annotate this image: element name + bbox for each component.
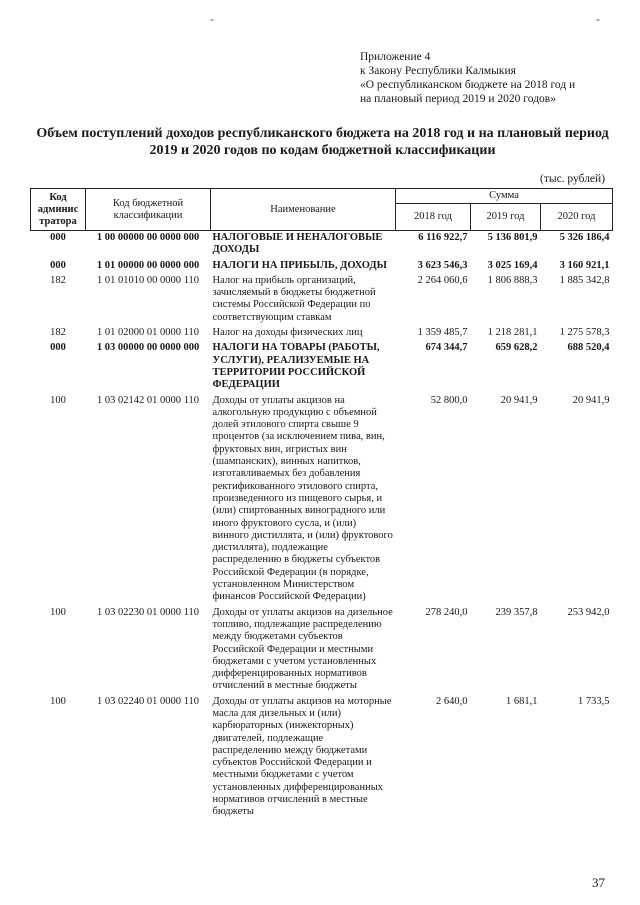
cell-name: Доходы от уплаты акцизов на алкогольную продукцию с объемной долей этилового спирта свыше 9 процентов (за исключением пива, вин, фруктовых вин, игристых вин (шампанских), винных напитков, изготавливаемых без добавления ректификованного этилового спирта, произведенного из пищевого сырья, и (или) спиртованных виноградного или иного фруктового сусла, и (или) винного дистиллята, и (или) фруктового дистиллята), подлежащие распределению в бюджеты субъектов Российской Федерации (в порядке, установленном Министерством финансов Российской Федерации)	[212, 394, 393, 603]
units-label: (тыс. рублей)	[540, 173, 606, 185]
cell-admin: 100	[50, 394, 66, 406]
header-year-2020: 2020 год	[541, 204, 613, 231]
cell-name: Доходы от уплаты акцизов на дизельное топливо, подлежащие распределению между бюджетами субъектов Российской Федерации и местными бюджетами с учетом установленных дифференцированных нормативов отчислений в местные бюджеты	[212, 606, 393, 692]
table-row	[31, 341, 613, 393]
header-budget-code: Код бюджетной классификации	[86, 189, 211, 231]
cell-2018: 674 344,7	[425, 342, 468, 354]
cell-code: 1 00 00000 00 0000 000	[86, 231, 211, 259]
cell-code: 1 03 02230 01 0000 110	[97, 606, 199, 618]
table-row	[31, 695, 613, 821]
cell-name: НАЛОГОВЫЕ И НЕНАЛОГОВЫЕ ДОХОДЫ	[211, 231, 396, 259]
cell-2018: 2 264 060,6	[417, 274, 468, 286]
cell-code: 1 01 02000 01 0000 110	[97, 327, 199, 339]
cell-code: 1 01 00000 00 0000 000	[96, 259, 200, 271]
header-sum: Сумма	[396, 189, 613, 204]
appendix-line: «О республиканском бюджете на 2018 год и	[360, 79, 576, 91]
cell-2020: 5 326 186,4	[541, 231, 613, 259]
revenue-table	[30, 188, 613, 821]
cell-admin: 000	[31, 231, 86, 259]
table-row	[31, 606, 613, 695]
table-row	[31, 394, 613, 606]
header-year-2019: 2019 год	[471, 204, 541, 231]
cell-admin: 100	[50, 606, 66, 618]
header-year-2018: 2018 год	[396, 204, 471, 231]
header-admin-code: Код админис тратора	[31, 189, 86, 231]
cell-2019: 1 681,1	[506, 695, 538, 707]
cell-2019: 659 628,2	[495, 342, 538, 354]
cell-name: Налог на доходы физических лиц	[212, 327, 363, 339]
cell-admin: 000	[50, 342, 66, 354]
cell-name: НАЛОГИ НА ТОВАРЫ (РАБОТЫ, УСЛУГИ), РЕАЛИЗУЕМЫЕ НА ТЕРРИТОРИИ РОССИЙСКОЙ ФЕДЕРАЦИИ	[212, 342, 380, 391]
cell-name: Доходы от уплаты акцизов на моторные масла для дизельных и (или) карбюраторных (инжекторных) двигателей, подлежащие распределению между бюджетами субъектов Российской Федерации и местными бюджетами с учетом установленных дифференцированных нормативов отчислений в местные бюджеты	[212, 695, 392, 818]
cell-2019: 239 357,8	[495, 606, 538, 618]
cell-admin: 182	[50, 274, 66, 286]
cell-2020: 1 275 578,3	[559, 327, 610, 339]
cell-admin: 182	[50, 327, 66, 339]
cell-2020: 1 885 342,8	[559, 274, 610, 286]
cell-2018: 278 240,0	[425, 606, 468, 618]
cell-code: 1 03 00000 00 0000 000	[96, 342, 200, 354]
cell-2020: 20 941,9	[572, 394, 610, 406]
cell-2020: 1 733,5	[578, 695, 610, 707]
appendix-line: на плановый период 2019 и 2020 годов»	[360, 93, 556, 105]
table-row	[31, 326, 613, 341]
cell-code: 1 01 01010 00 0000 110	[97, 274, 199, 286]
table-row	[31, 274, 613, 326]
cell-2018: 3 623 546,3	[417, 259, 468, 271]
cell-2020: 3 160 921,1	[559, 259, 610, 271]
cell-2018: 52 800,0	[430, 394, 468, 406]
cell-2018: 2 640,0	[436, 695, 468, 707]
cell-2019: 1 218 281,1	[487, 327, 538, 339]
table-row	[31, 231, 613, 259]
cell-name: НАЛОГИ НА ПРИБЫЛЬ, ДОХОДЫ	[212, 259, 387, 271]
cell-2019: 5 136 801,9	[471, 231, 541, 259]
appendix-line: Приложение 4	[360, 51, 431, 63]
header-name: Наименование	[211, 189, 396, 231]
cell-code: 1 03 02240 01 0000 110	[97, 695, 199, 707]
document-title: Объем поступлений доходов республиканского бюджета на 2018 год и на плановый период 2019 и 2020 годов по кодам бюджетной классификации	[36, 126, 609, 158]
appendix-line: к Закону Республики Калмыкия	[360, 65, 516, 77]
cell-2019: 20 941,9	[500, 394, 538, 406]
cell-admin: 100	[50, 695, 66, 707]
appendix-note	[360, 50, 622, 106]
cell-2019: 1 806 888,3	[487, 274, 538, 286]
cell-admin: 000	[50, 259, 66, 271]
cell-2018: 1 359 485,7	[417, 327, 468, 339]
cell-name: Налог на прибыль организаций, зачисляемый в бюджеты бюджетной системы Российской Федерации по соответствующим ставкам	[212, 274, 376, 323]
header-mark-left: -	[210, 12, 214, 26]
header-mark-right: -	[596, 12, 600, 26]
cell-2020: 688 520,4	[567, 342, 610, 354]
page-number: 37	[592, 875, 605, 890]
cell-2019: 3 025 169,4	[487, 259, 538, 271]
cell-2018: 6 116 922,7	[396, 231, 471, 259]
cell-2020: 253 942,0	[567, 606, 610, 618]
cell-code: 1 03 02142 01 0000 110	[97, 394, 199, 406]
table-row	[31, 259, 613, 274]
